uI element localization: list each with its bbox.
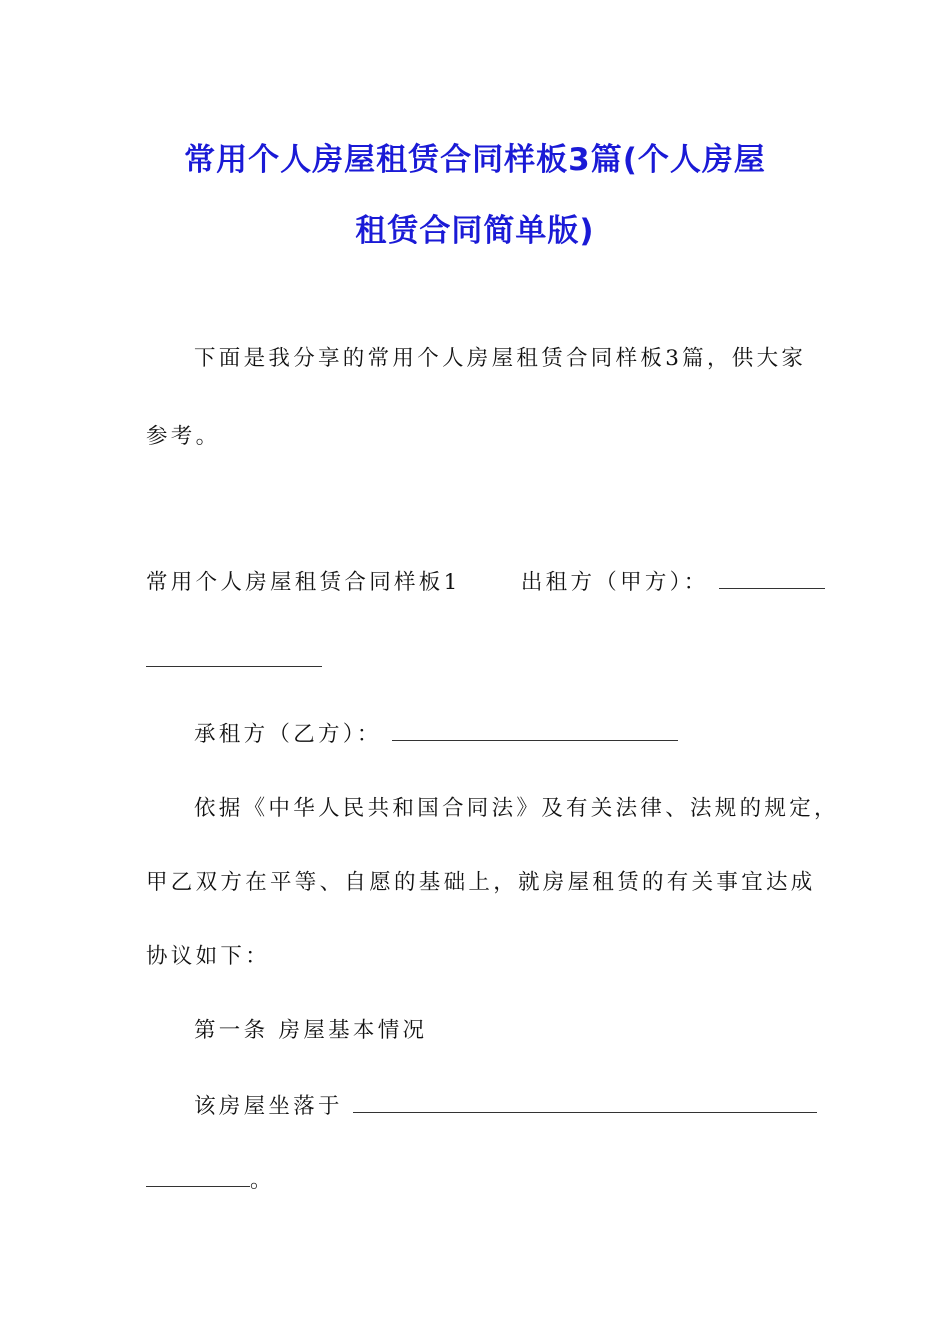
contract-heading-row xyxy=(146,568,825,598)
lessee-row xyxy=(194,720,678,750)
location-blank-continued xyxy=(146,1166,250,1187)
document-title-line-2: 租赁合同简单版) xyxy=(355,213,595,249)
lessor-label: 出租方（甲方）： xyxy=(520,570,709,595)
location-row-continued xyxy=(146,1166,275,1196)
lessor-blank-continued xyxy=(146,646,322,667)
document-title-line-1: 常用个人房屋租赁合同样板3篇(个人房屋 xyxy=(184,142,766,178)
location-end-mark: 。 xyxy=(250,1168,275,1193)
article-1-title: 第一条 房屋基本情况 xyxy=(194,1018,428,1043)
contract-heading: 常用个人房屋租赁合同样板1 xyxy=(146,570,461,595)
intro-line-2: 参考。 xyxy=(146,424,221,449)
intro-line-1: 下面是我分享的常用个人房屋租赁合同样板3篇，供大家 xyxy=(194,346,807,371)
lessee-label: 承租方（乙方）： xyxy=(194,722,382,747)
basis-line-3: 协议如下： xyxy=(146,944,271,969)
location-blank xyxy=(353,1092,817,1113)
lessee-blank xyxy=(392,720,678,741)
lessor-blank xyxy=(719,568,825,589)
lessor-blank-continued-row xyxy=(146,646,322,676)
basis-line-1: 依据《中华人民共和国合同法》及有关法律、法规的规定， xyxy=(194,796,839,821)
basis-line-2: 甲乙双方在平等、自愿的基础上，就房屋租赁的有关事宜达成 xyxy=(146,870,816,895)
location-row xyxy=(194,1092,817,1122)
location-label: 该房屋坐落于 xyxy=(194,1094,343,1119)
